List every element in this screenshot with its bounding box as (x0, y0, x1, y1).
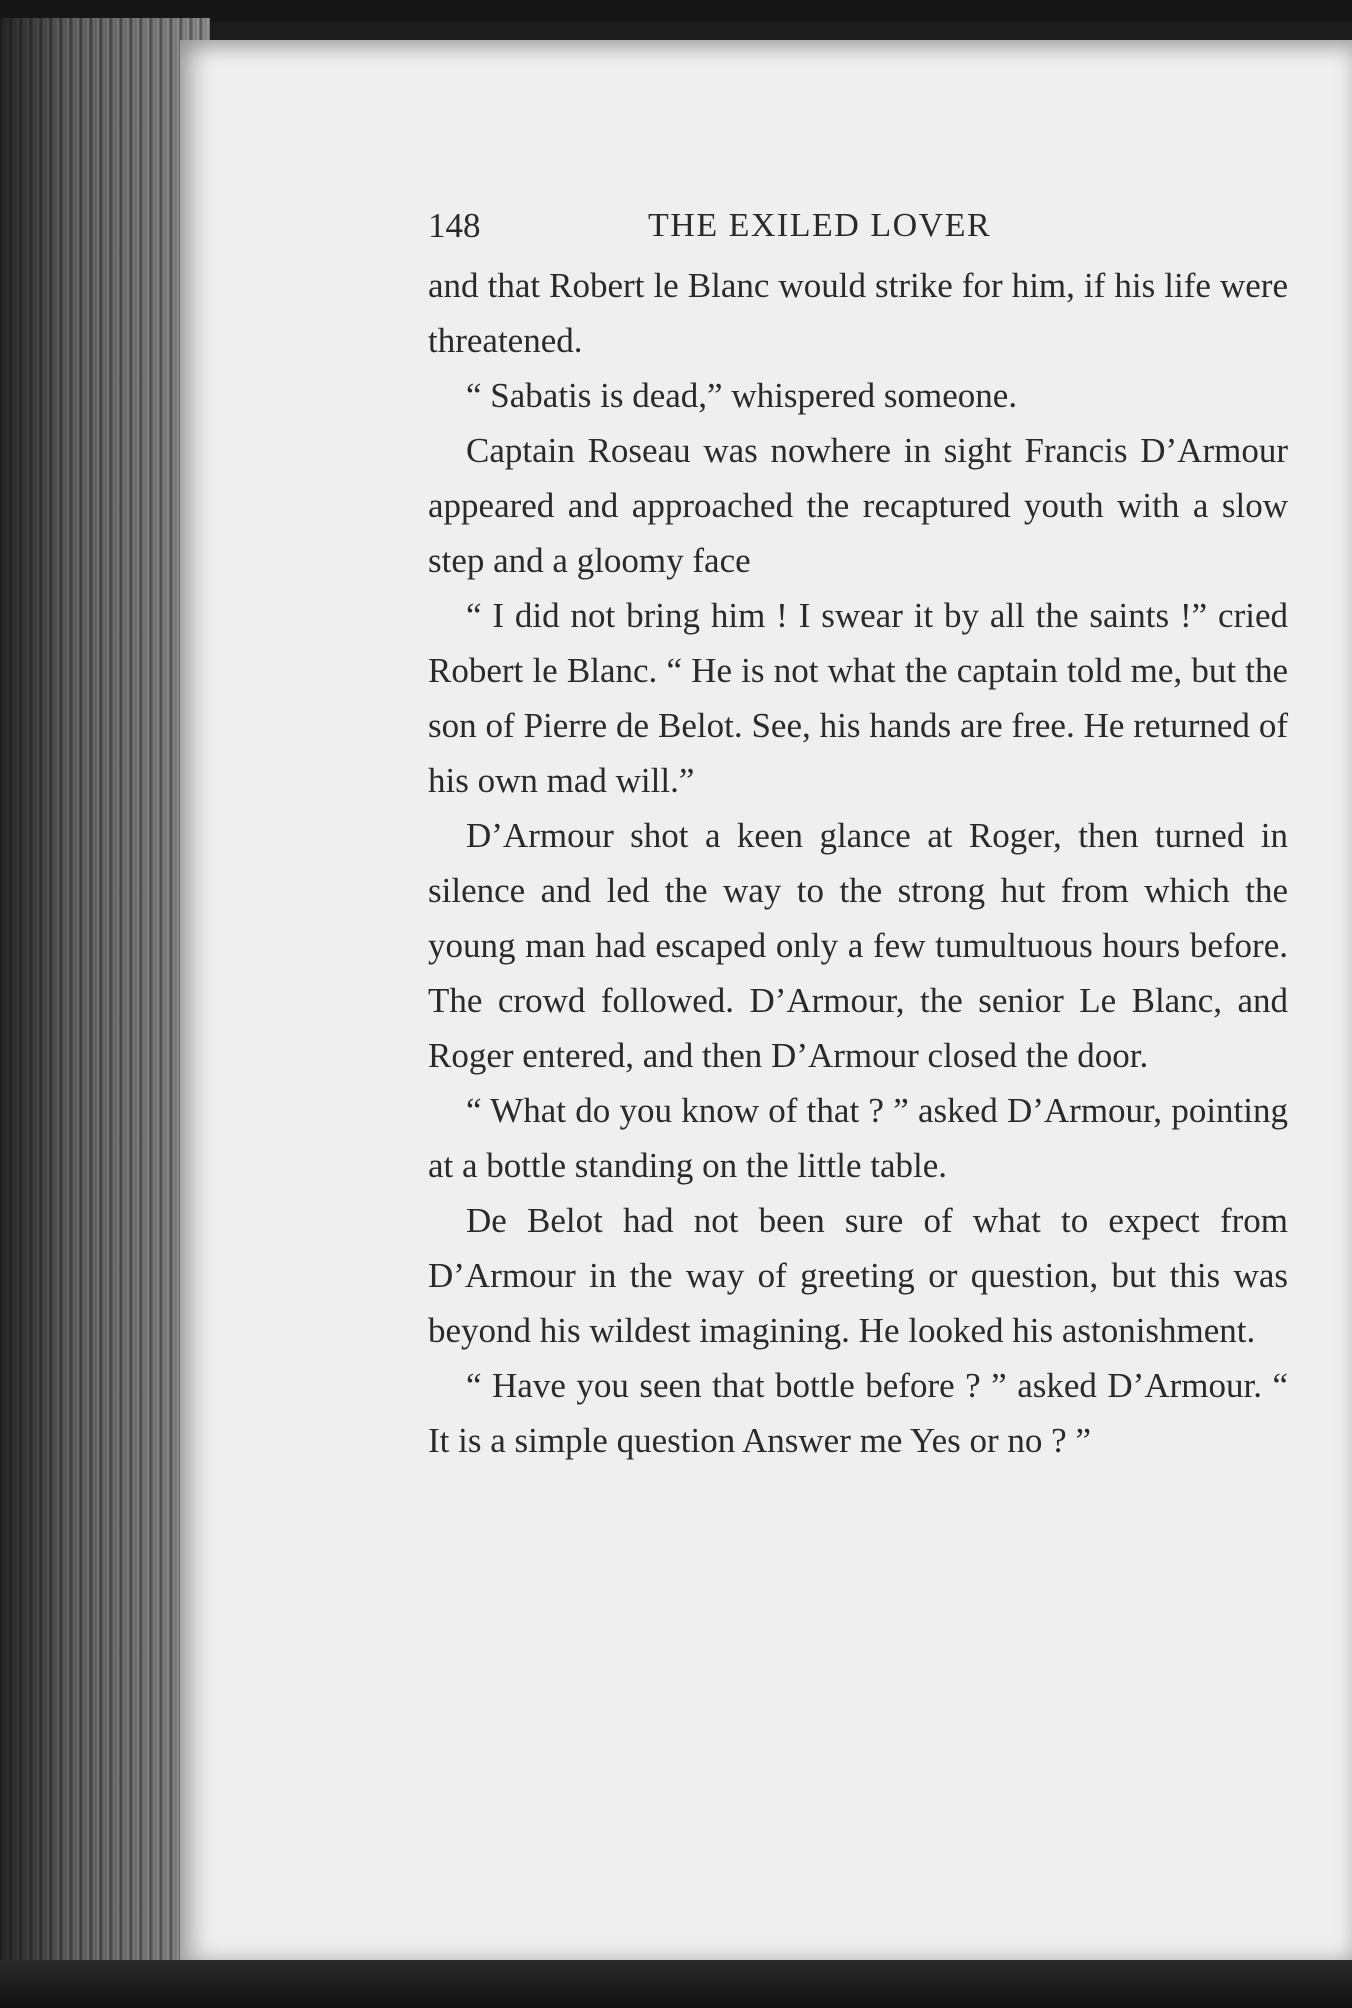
page-body (428, 258, 1288, 1468)
paragraph: “ Have you seen that bottle before ? ” asked D’Armour. “ It is a simple question Answer me Yes or no ? ” (428, 1366, 1288, 1460)
paragraph: De Belot had not been sure of what to expect from D’Armour in the way of greeting or question, but this was beyond his wildest imagining. He looked his astonishment. (428, 1201, 1288, 1350)
running-title: THE EXILED LOVER (648, 207, 992, 244)
paragraph: “ What do you know of that ? ” asked D’Armour, pointing at a bottle standing on the little table. (428, 1091, 1288, 1185)
paragraph: “ Sabatis is dead,” whispered someone. (466, 376, 1018, 415)
paragraph: and that Robert le Blanc would strike for him, if his life were threatened. (428, 266, 1288, 360)
page-header (428, 196, 1288, 258)
paragraph: Captain Roseau was nowhere in sight Francis D’Armour appeared and approached the recaptured youth with a slow step and a gloomy face (428, 431, 1288, 580)
page-text-block (428, 196, 1288, 1468)
scan-bottom-border (0, 1960, 1352, 2008)
page-edges (0, 18, 210, 1978)
paragraph: “ I did not bring him ! I swear it by all the saints !” cried Robert le Blanc. “ He is not what the captain told me, but the son of Pierre de Belot. See, his hands are free. He returned of his own mad will.” (428, 596, 1288, 800)
paragraph: D’Armour shot a keen glance at Roger, then turned in silence and led the way to the strong hut from which the young man had escaped only a few tumultuous hours before. The crowd followed. D’Armour, the senior Le Blanc, and Roger entered, and then D’Armour closed the door. (428, 816, 1288, 1075)
page-number: 148 (428, 206, 481, 245)
